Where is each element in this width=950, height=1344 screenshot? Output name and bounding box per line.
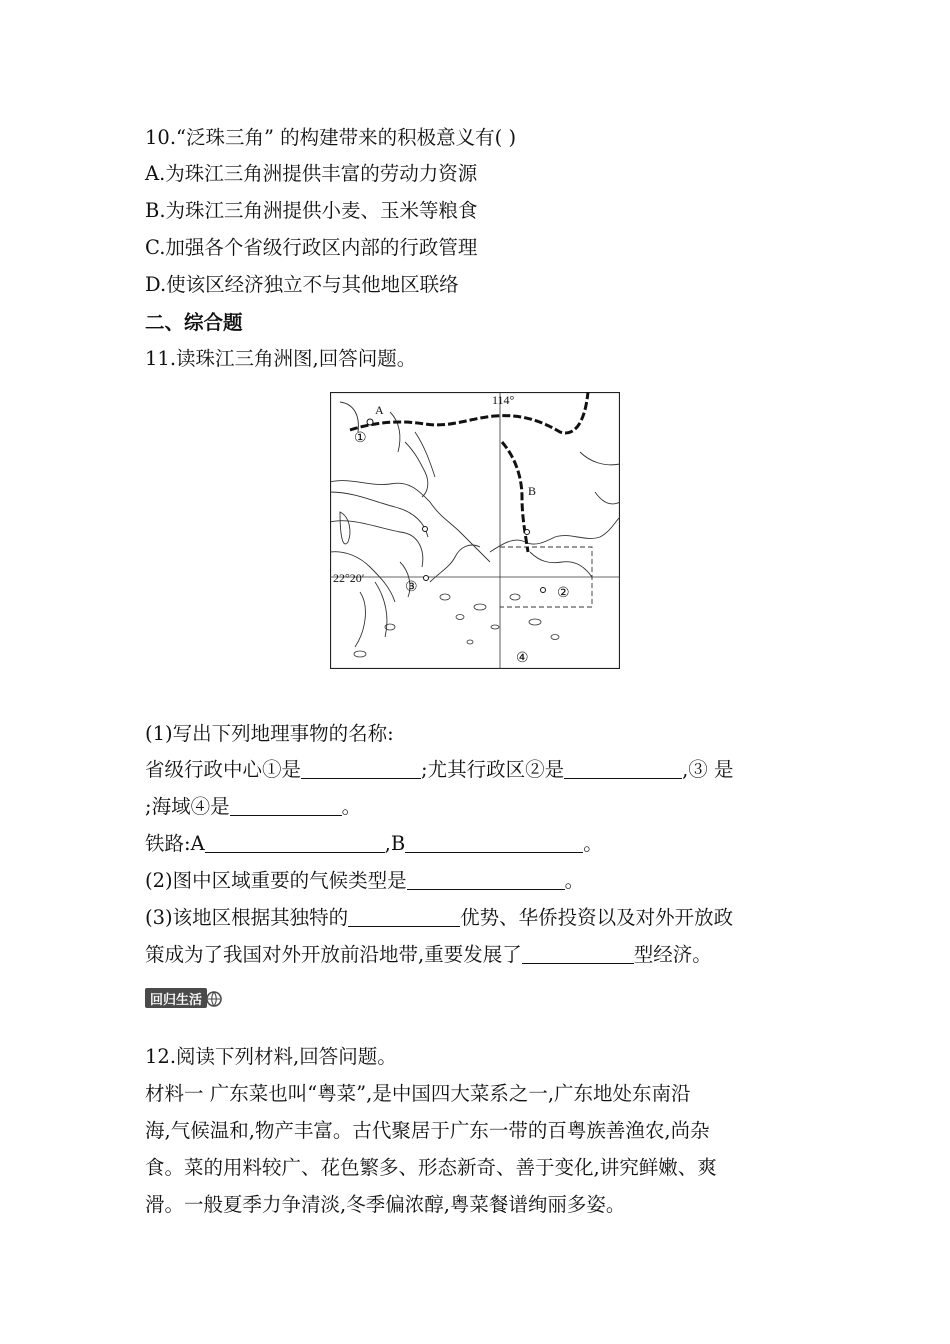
q11-part3-line1 bbox=[145, 906, 733, 930]
railway-b-label: B bbox=[528, 484, 537, 498]
q12-material-line: 海,气候温和,物产丰富。古代聚居于广东一带的百粤族善渔农,尚杂 bbox=[145, 1119, 710, 1142]
answer-blank[interactable] bbox=[205, 832, 385, 853]
q11-text: 。 bbox=[583, 832, 603, 855]
q10-option-a: A.为珠江三角洲提供丰富的劳动力资源 bbox=[145, 162, 478, 185]
q11-text: 型经济。 bbox=[633, 943, 712, 966]
q11-text: 省级行政中心①是 bbox=[145, 758, 302, 781]
q11-part2 bbox=[145, 869, 584, 893]
q12-material-line: 滑。一般夏季力争清淡,冬季偏浓醇,粤菜餐谱绚丽多姿。 bbox=[145, 1193, 626, 1216]
q11-text: ,③ 是 bbox=[682, 758, 734, 781]
q11-text: 。 bbox=[564, 869, 585, 892]
q12-material-line: 食。菜的用料较广、花色繁多、形态新奇、善于变化,讲究鲜嫩、爽 bbox=[145, 1156, 717, 1179]
marker-4: ④ bbox=[516, 651, 529, 666]
q10-option-b: B.为珠江三角洲提供小麦、玉米等粮食 bbox=[145, 199, 478, 222]
answer-blank[interactable] bbox=[405, 832, 583, 853]
badge-label: 回归生活 bbox=[145, 988, 207, 1008]
q12-stem: 12.阅读下列材料,回答问题。 bbox=[145, 1045, 397, 1068]
answer-blank[interactable] bbox=[230, 795, 342, 816]
longitude-label: 114° bbox=[492, 393, 515, 407]
globe-icon bbox=[205, 990, 223, 1008]
latitude-label: 22°20′ bbox=[333, 571, 365, 585]
answer-blank[interactable] bbox=[564, 758, 682, 779]
answer-blank[interactable] bbox=[301, 758, 421, 779]
q11-text: 策成为了我国对外开放前沿地带,重要发展了 bbox=[145, 943, 522, 966]
marker-3: ③ bbox=[405, 580, 418, 595]
q10-option-d: D.使该区经济独立不与其他地区联络 bbox=[145, 273, 459, 296]
marker-2: ② bbox=[557, 586, 570, 601]
section-badge bbox=[145, 988, 223, 1010]
q10-option-c: C.加强各个省级行政区内部的行政管理 bbox=[145, 236, 478, 259]
q11-text: ,B bbox=[384, 832, 406, 855]
q11-text: 铁路:A bbox=[145, 832, 205, 855]
q11-text: (2)图中区域重要的气候类型是 bbox=[145, 869, 407, 892]
q11-text: 优势、华侨投资以及对外开放政 bbox=[460, 906, 734, 929]
q11-line-railway bbox=[145, 832, 603, 856]
q11-text: ;海域④是 bbox=[145, 795, 230, 818]
q12-material-line: 材料一 广东菜也叫“粤菜”,是中国四大菜系之一,广东地处东南沿 bbox=[145, 1082, 691, 1105]
q11-line-sea bbox=[145, 795, 361, 819]
q11-part1: (1)写出下列地理事物的名称: bbox=[145, 722, 394, 745]
pearl-river-delta-map bbox=[330, 392, 620, 669]
answer-blank[interactable] bbox=[407, 869, 565, 890]
q11-stem: 11.读珠江三角洲图,回答问题。 bbox=[145, 347, 417, 370]
marker-1: ① bbox=[354, 431, 367, 446]
answer-blank[interactable] bbox=[348, 906, 460, 927]
q11-line-admin bbox=[145, 758, 805, 782]
section-title: 二、综合题 bbox=[145, 311, 243, 334]
answer-blank[interactable] bbox=[522, 943, 634, 964]
railway-a-label: A bbox=[375, 403, 384, 417]
q11-part3-line2 bbox=[145, 943, 712, 967]
q11-text: (3)该地区根据其独特的 bbox=[145, 906, 349, 929]
q11-text: 。 bbox=[341, 795, 362, 818]
q10-stem: 10.“泛珠三角” 的构建带来的积极意义有( ) bbox=[145, 126, 517, 149]
q11-text: ;尤其行政区②是 bbox=[421, 758, 565, 781]
